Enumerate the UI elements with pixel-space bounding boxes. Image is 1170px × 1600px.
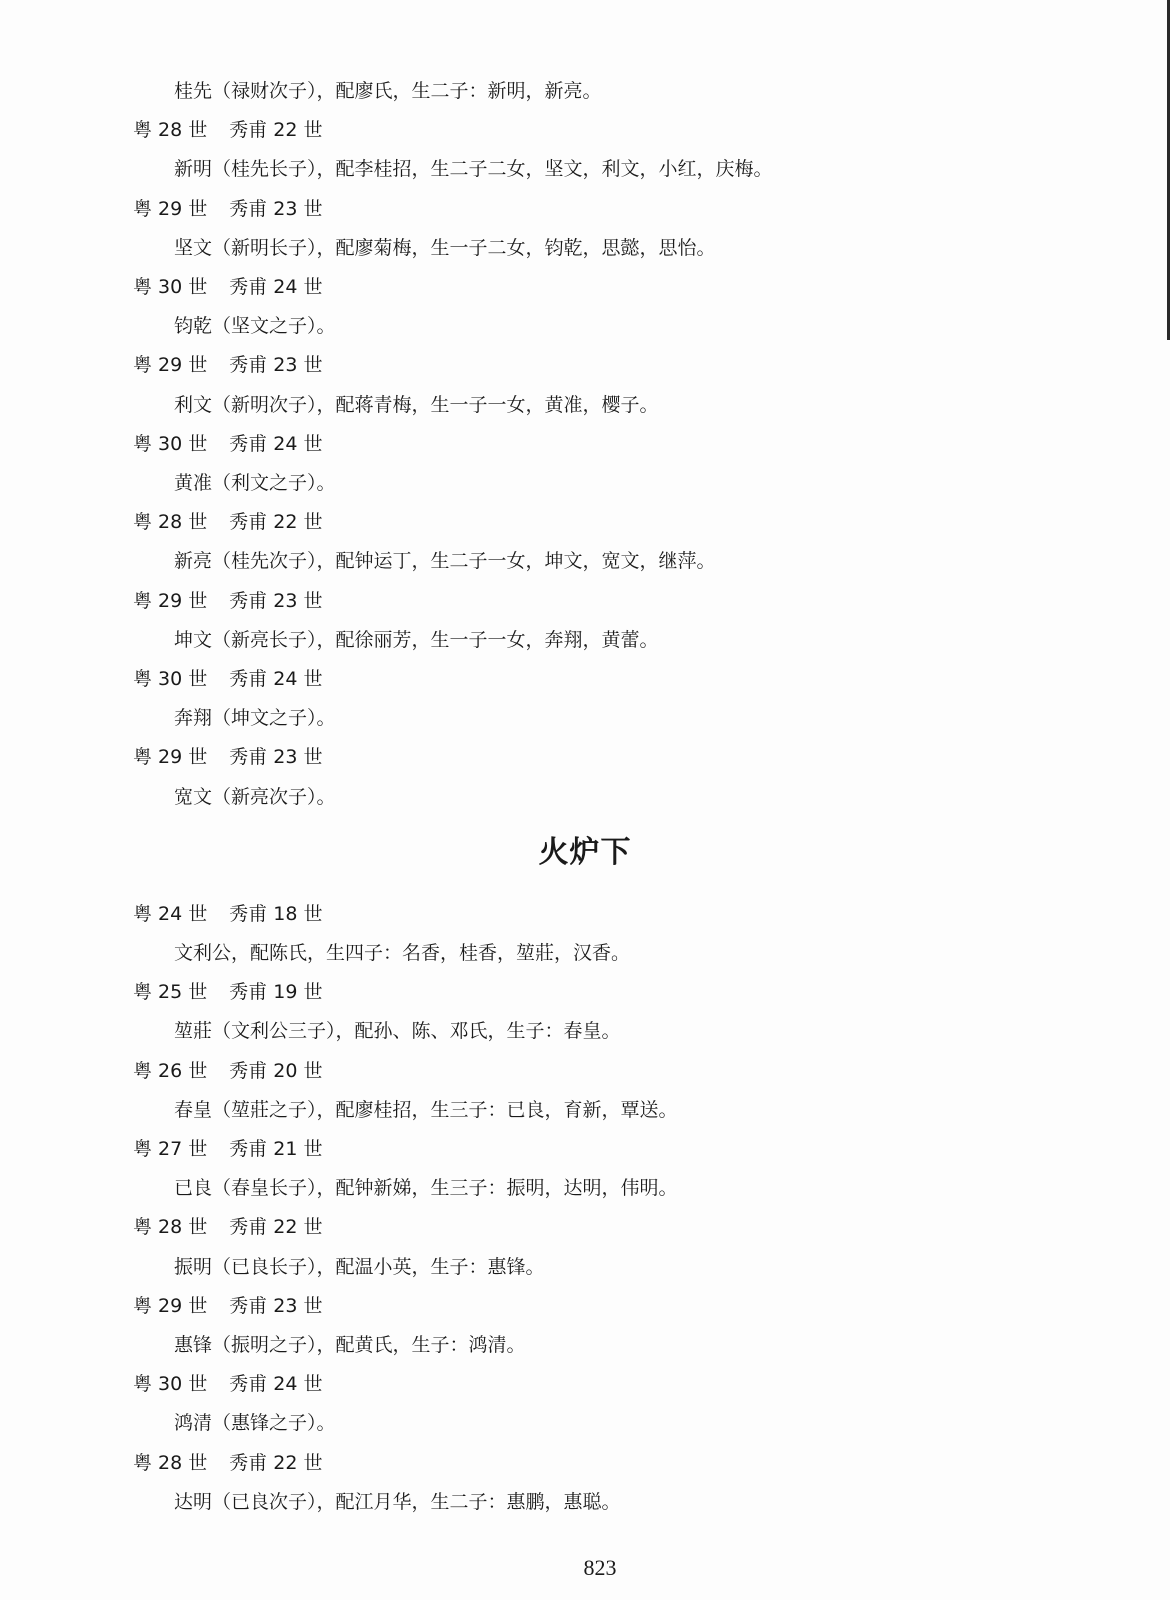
person-name: 宽文 [174, 786, 213, 808]
generation-line [133, 432, 323, 456]
person-entry [174, 1333, 526, 1357]
person-detail: （新亮次子）。 [212, 786, 336, 808]
generation-xiufu: 秀甫 22 世 [229, 511, 323, 533]
person-detail: （文利公三子），配孙、陈、邓氏，生子：春皇。 [212, 1020, 621, 1042]
generation-xiufu: 秀甫 23 世 [229, 198, 323, 220]
person-detail: （新明长子），配廖菊梅，生一子二女，钧乾，思懿，思怡。 [212, 237, 716, 259]
generation-line [133, 980, 323, 1004]
generation-xiufu: 秀甫 19 世 [229, 981, 323, 1003]
generation-line [133, 1294, 323, 1318]
generation-line [133, 197, 323, 221]
generation-yue: 粤 28 世 [133, 1452, 208, 1474]
generation-line [133, 118, 323, 142]
person-entry [174, 941, 630, 965]
generation-yue: 粤 27 世 [133, 1138, 208, 1160]
generation-xiufu: 秀甫 23 世 [229, 746, 323, 768]
person-entry [174, 393, 659, 417]
generation-yue: 粤 29 世 [133, 198, 208, 220]
person-entry [174, 1176, 678, 1200]
generation-line [133, 667, 323, 691]
person-detail: （禄财次子），配廖氏，生二子：新明，新亮。 [212, 80, 602, 102]
person-name: 新明 [174, 158, 213, 180]
person-name: 文利公 [174, 942, 232, 964]
person-name: 振明 [174, 1256, 213, 1278]
person-name: 桂先 [174, 80, 213, 102]
person-entry [174, 236, 716, 260]
generation-yue: 粤 26 世 [133, 1060, 208, 1082]
person-entry [174, 79, 602, 103]
generation-yue: 粤 25 世 [133, 981, 208, 1003]
generation-xiufu: 秀甫 23 世 [229, 590, 323, 612]
generation-xiufu: 秀甫 22 世 [229, 1216, 323, 1238]
person-detail: （桂先次子），配钟运丁，生二子一女，坤文，宽文，继萍。 [212, 550, 716, 572]
person-detail: （新明次子），配蒋青梅，生一子一女，黄准，樱子。 [212, 394, 659, 416]
generation-line [133, 353, 323, 377]
person-entry [174, 157, 773, 181]
person-detail: （坚文之子）。 [212, 315, 336, 337]
generation-yue: 粤 30 世 [133, 433, 208, 455]
person-name: 钧乾 [174, 315, 213, 337]
generation-line [133, 1059, 323, 1083]
person-name: 黄准 [174, 472, 213, 494]
section-title: 火炉下 [538, 835, 632, 870]
generation-xiufu: 秀甫 23 世 [229, 354, 323, 376]
generation-line [133, 1215, 323, 1239]
person-detail: （已良长子），配温小英，生子：惠锋。 [212, 1256, 545, 1278]
generation-xiufu: 秀甫 24 世 [229, 668, 323, 690]
generation-line [133, 1451, 323, 1475]
generation-line [133, 589, 323, 613]
generation-yue: 粤 30 世 [133, 668, 208, 690]
generation-line [133, 1137, 323, 1161]
person-entry [174, 706, 336, 730]
person-name: 堃莊 [174, 1020, 213, 1042]
person-name: 利文 [174, 394, 213, 416]
person-entry [174, 628, 659, 652]
generation-line [133, 510, 323, 534]
person-entry [174, 1490, 621, 1514]
generation-yue: 粤 28 世 [133, 119, 208, 141]
person-name: 坤文 [174, 629, 213, 651]
generation-xiufu: 秀甫 20 世 [229, 1060, 323, 1082]
generation-yue: 粤 30 世 [133, 276, 208, 298]
generation-line [133, 275, 323, 299]
person-entry [174, 1098, 678, 1122]
person-entry [174, 1411, 336, 1435]
generation-xiufu: 秀甫 22 世 [229, 1452, 323, 1474]
generation-xiufu: 秀甫 18 世 [229, 903, 323, 925]
generation-yue: 粤 28 世 [133, 511, 208, 533]
person-name: 鸿清 [174, 1412, 213, 1434]
person-entry [174, 471, 336, 495]
generation-yue: 粤 29 世 [133, 1295, 208, 1317]
person-entry [174, 314, 336, 338]
person-name: 奔翔 [174, 707, 213, 729]
generation-xiufu: 秀甫 24 世 [229, 1373, 323, 1395]
page-number: 823 [583, 1555, 617, 1580]
generation-line [133, 902, 323, 926]
person-detail: ，配陈氏，生四子：名香，桂香，堃莊，汉香。 [231, 942, 631, 964]
person-detail: （惠锋之子）。 [212, 1412, 336, 1434]
person-name: 春皇 [174, 1099, 213, 1121]
person-entry [174, 785, 336, 809]
person-name: 惠锋 [174, 1334, 213, 1356]
generation-line [133, 1372, 323, 1396]
person-detail: （堃莊之子），配廖桂招，生三子：已良，育新，覃送。 [212, 1099, 678, 1121]
person-detail: （已良次子），配江月华，生二子：惠鹏，惠聪。 [212, 1491, 621, 1513]
generation-yue: 粤 29 世 [133, 354, 208, 376]
person-detail: （利文之子）。 [212, 472, 336, 494]
person-detail: （新亮长子），配徐丽芳，生一子一女，奔翔，黄蕾。 [212, 629, 659, 651]
generation-xiufu: 秀甫 24 世 [229, 276, 323, 298]
generation-yue: 粤 30 世 [133, 1373, 208, 1395]
person-name: 达明 [174, 1491, 213, 1513]
person-entry [174, 1019, 621, 1043]
generation-yue: 粤 29 世 [133, 746, 208, 768]
generation-xiufu: 秀甫 23 世 [229, 1295, 323, 1317]
person-detail: （坤文之子）。 [212, 707, 336, 729]
person-name: 坚文 [174, 237, 213, 259]
person-detail: （春皇长子），配钟新娣，生三子：振明，达明，伟明。 [212, 1177, 678, 1199]
person-name: 已良 [174, 1177, 213, 1199]
generation-xiufu: 秀甫 21 世 [229, 1138, 323, 1160]
generation-line [133, 745, 323, 769]
person-name: 新亮 [174, 550, 213, 572]
generation-xiufu: 秀甫 22 世 [229, 119, 323, 141]
generation-yue: 粤 24 世 [133, 903, 208, 925]
generation-yue: 粤 29 世 [133, 590, 208, 612]
person-entry [174, 549, 716, 573]
generation-xiufu: 秀甫 24 世 [229, 433, 323, 455]
person-entry [174, 1255, 545, 1279]
generation-yue: 粤 28 世 [133, 1216, 208, 1238]
person-detail: （桂先长子），配李桂招，生二子二女，坚文，利文，小红，庆梅。 [212, 158, 773, 180]
person-detail: （振明之子），配黄氏，生子：鸿清。 [212, 1334, 526, 1356]
